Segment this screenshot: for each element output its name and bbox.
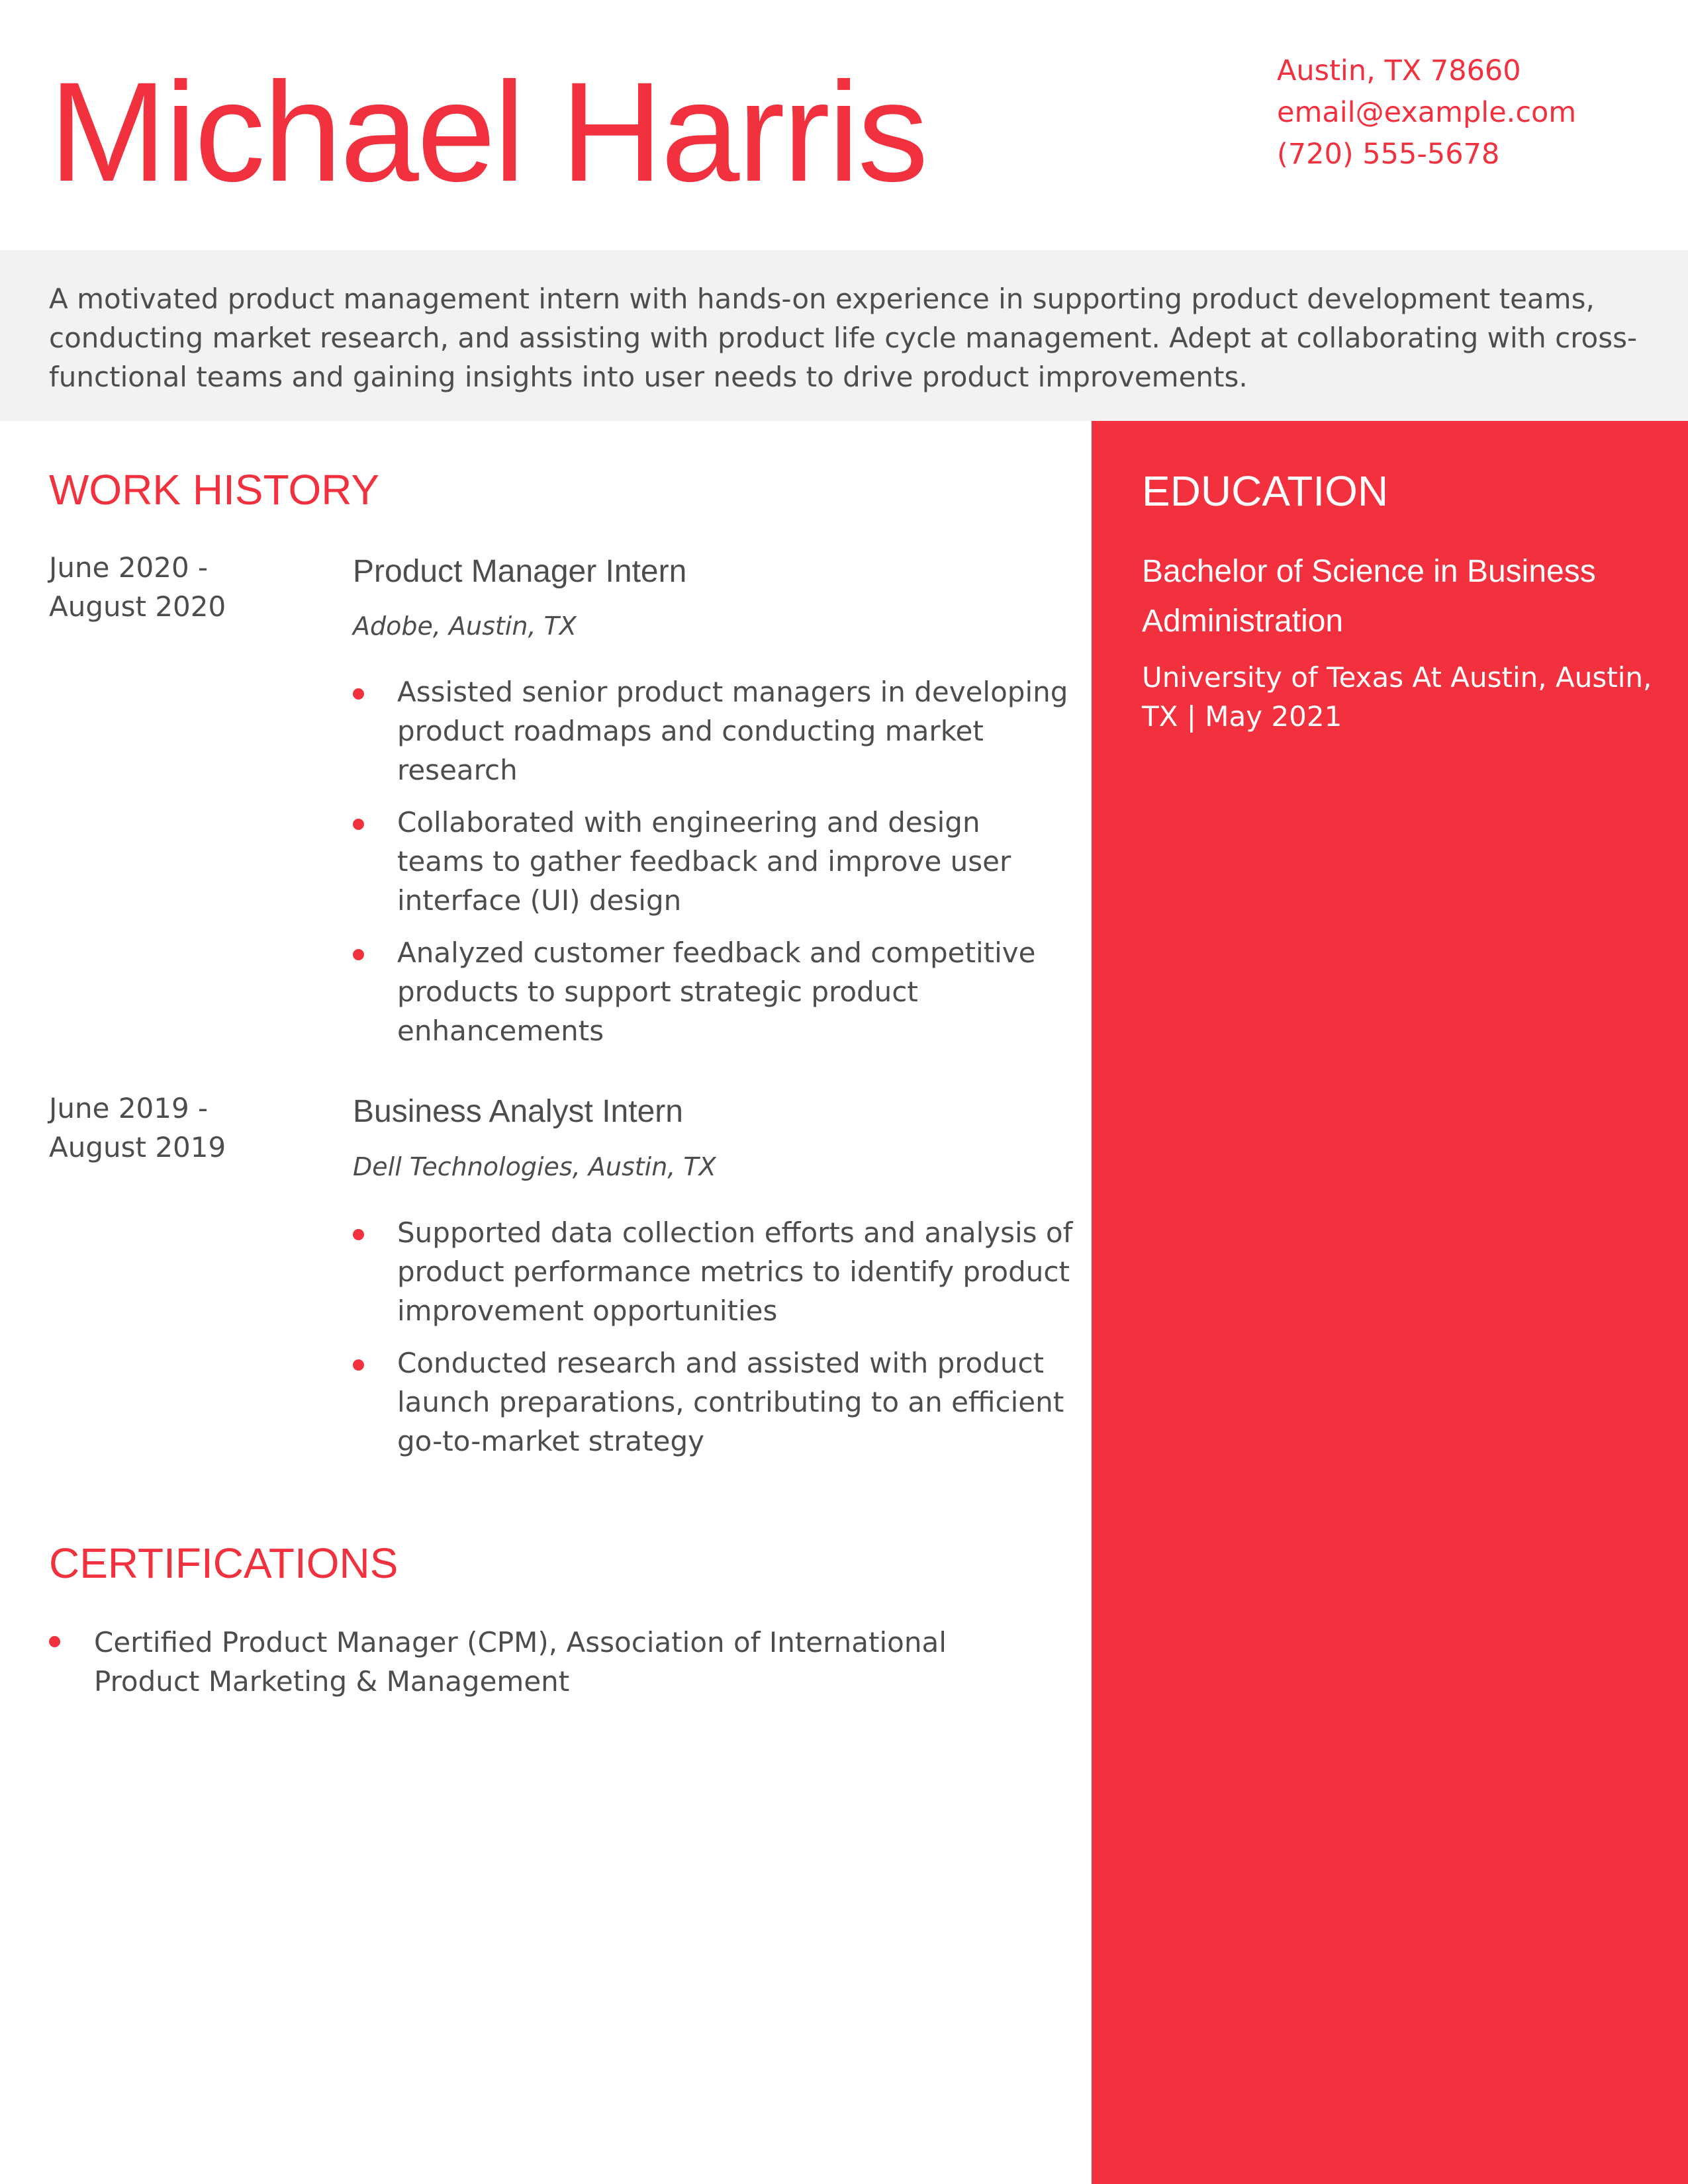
job-company: Dell Technologies, Austin, TX (353, 1152, 716, 1181)
job-bullet (353, 933, 1074, 1050)
contact-phone[interactable]: (720) 555-5678 (1277, 138, 1500, 171)
education-heading: EDUCATION (1142, 467, 1389, 515)
job-bullet-text: Assisted senior product managers in developing product roadmaps and conducting market research (397, 676, 1068, 786)
job-bullet (353, 672, 1074, 790)
job-bullet-list (353, 672, 1074, 1064)
bullet-dot-icon (49, 1636, 60, 1647)
bullet-dot-icon (353, 949, 364, 960)
job-bullet-text: Analyzed customer feedback and competitive products to support strategic product enhancements (397, 936, 1036, 1047)
bullet-dot-icon (353, 1229, 364, 1240)
candidate-name: Michael Harris (49, 53, 927, 211)
bullet-dot-icon (353, 819, 364, 830)
job-bullet (353, 1343, 1074, 1461)
education-school: University of Texas At Austin, Austin, TX | May 2021 (1142, 661, 1652, 733)
job-company: Adobe, Austin, TX (353, 612, 577, 641)
job-bullet (353, 1213, 1074, 1330)
job-date-end: August 2019 (49, 1131, 226, 1163)
bullet-dot-icon (353, 688, 364, 700)
education-degree: Bachelor of Science in Business Administration (1142, 554, 1596, 639)
work-history-heading: WORK HISTORY (49, 466, 380, 514)
job-date-end: August 2020 (49, 590, 226, 623)
bullet-dot-icon (353, 1359, 364, 1371)
certification-list (49, 1623, 1002, 1701)
job-bullet-text: Collaborated with engineering and design teams to gather feedback and improve user interface (UI) design (397, 806, 1011, 917)
job-bullet (353, 803, 1074, 920)
certification-text: Certified Product Manager (CPM), Association of International Product Marketing & Management (94, 1626, 947, 1698)
job-title: Business Analyst Intern (353, 1094, 683, 1129)
contact-block (1277, 50, 1576, 175)
job-bullet-list (353, 1213, 1074, 1474)
job-dates (49, 548, 226, 626)
contact-location: Austin, TX 78660 (1277, 54, 1521, 87)
certification-item (49, 1623, 1002, 1701)
job-date-start: June 2019 - (49, 1092, 209, 1124)
job-bullet-text: Supported data collection efforts and analysis of product performance metrics to identify product improvement opportunities (397, 1216, 1073, 1327)
contact-email[interactable]: email@example.com (1277, 96, 1577, 129)
certifications-heading: CERTIFICATIONS (49, 1539, 399, 1587)
job-bullet-text: Conducted research and assisted with product launch preparations, contributing to an efficient go-to-market strategy (397, 1347, 1064, 1457)
job-title: Product Manager Intern (353, 554, 687, 589)
professional-summary: A motivated product management intern with hands-on experience in supporting product development teams, conducting market research, and assisting with product life cycle management. Adept at collaborating with cross-functional teams and gaining insights into user needs to drive product improvements. (49, 283, 1638, 393)
job-date-start: June 2020 - (49, 551, 209, 584)
job-dates (49, 1089, 226, 1167)
